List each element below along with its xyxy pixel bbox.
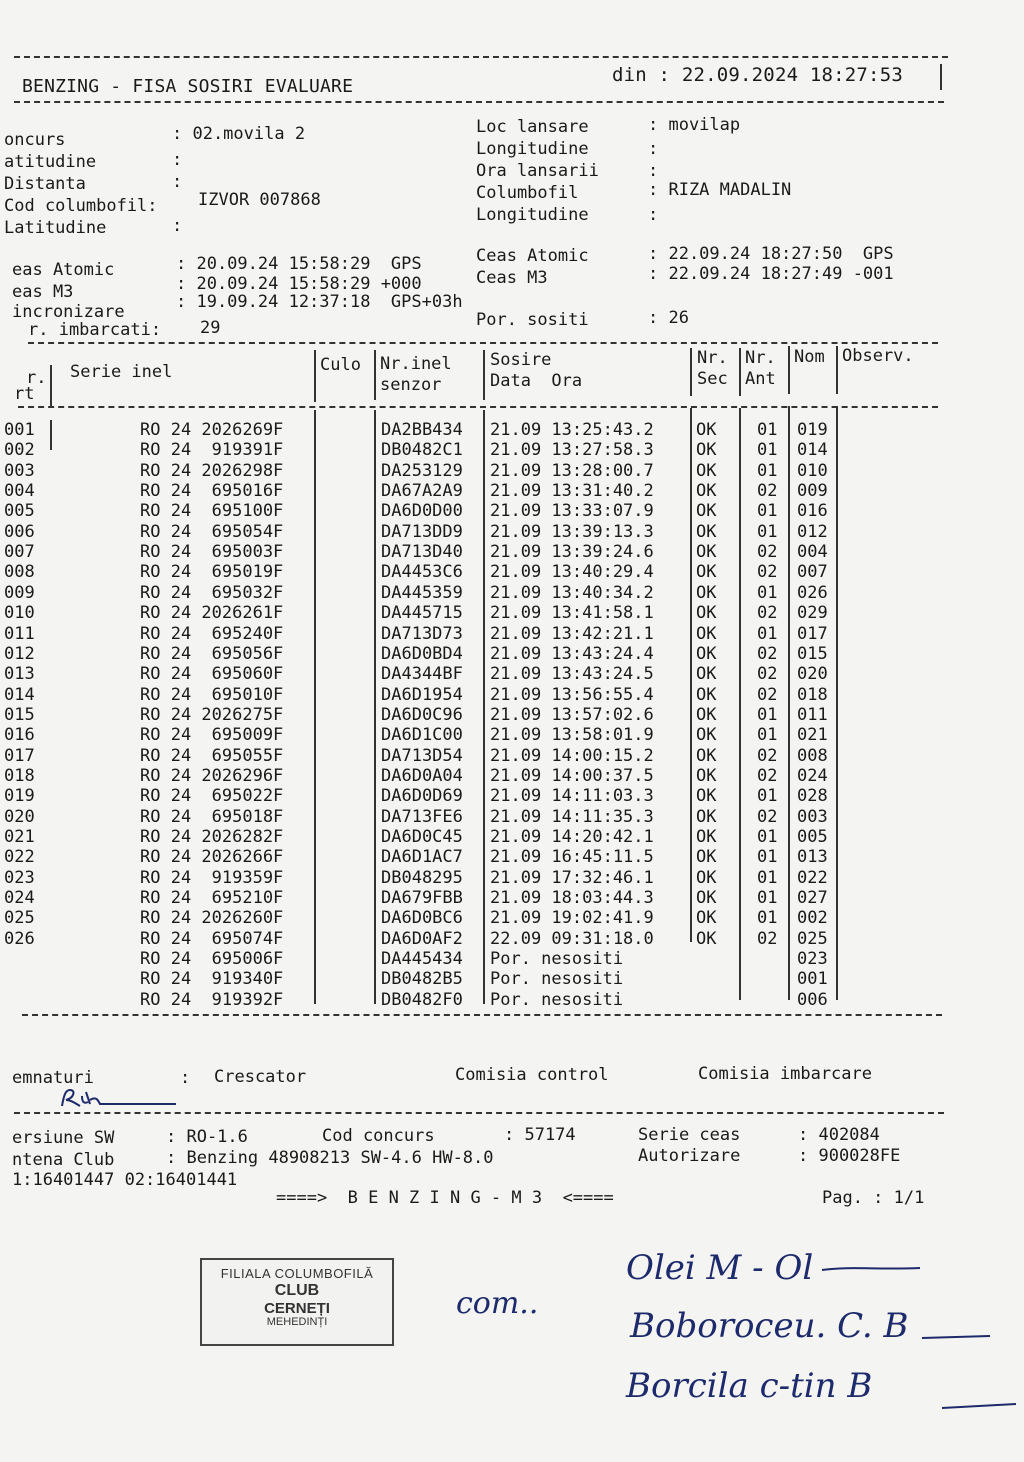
nominal-number: 001 [797, 969, 828, 989]
stamp-line1: FILIALA COLUMBOFILĂ [220, 1266, 374, 1281]
sensor-id: DA4344BF [381, 664, 463, 684]
arrival-time: 21.09 13:39:13.3 [490, 522, 654, 542]
sec-status: OK [696, 420, 717, 440]
sec-status: OK [696, 929, 717, 949]
row-number: 012 [4, 644, 35, 664]
sec-status: OK [696, 868, 717, 888]
crescator-signature [56, 1086, 186, 1110]
ceas-m3-sosire-label: Ceas M3 [476, 268, 548, 288]
report-date: din : 22.09.2024 18:27:53 [612, 64, 903, 86]
table-header-divider [18, 406, 938, 408]
row-number: 017 [4, 746, 35, 766]
sec-status: OK [696, 501, 717, 521]
nominal-number: 029 [797, 603, 828, 623]
latitudine-label: atitudine [4, 152, 97, 172]
autorizare-label: Autorizare [638, 1146, 741, 1166]
sec-status: OK [696, 847, 717, 867]
ceas-atomic-value: : 20.09.24 15:58:29 GPS [176, 254, 422, 274]
nominal-number: 028 [797, 786, 828, 806]
nominal-number: 027 [797, 888, 828, 908]
sec-status: OK [696, 644, 717, 664]
top-divider [14, 56, 948, 58]
body-sep [314, 410, 316, 1004]
concurs-label: oncurs [4, 130, 66, 150]
longitudine-label: Longitudine [476, 139, 589, 159]
sensor-id: DA445434 [381, 949, 463, 969]
arrival-time: 21.09 16:45:11.5 [490, 847, 654, 867]
nominal-number: 008 [797, 746, 828, 766]
ring-series: RO 24 2026298F [140, 461, 284, 481]
ring-series: RO 24 2026266F [140, 847, 284, 867]
imbarcati-label: r. imbarcati: [28, 320, 162, 340]
nominal-number: 003 [797, 807, 828, 827]
antenna-number: 01 [757, 725, 778, 745]
header-sep [483, 350, 485, 400]
arrival-time: 21.09 13:27:58.3 [490, 440, 654, 460]
row-number: 005 [4, 501, 35, 521]
sensor-id: DA6D0D69 [381, 786, 463, 806]
antenna-number: 01 [757, 827, 778, 847]
row-number: 002 [4, 440, 35, 460]
row-number: 003 [4, 461, 35, 481]
sec-status: OK [696, 827, 717, 847]
sec-status: OK [696, 766, 717, 786]
columbofil-label: Columbofil [476, 183, 579, 203]
cod-columbofil-label: Cod columbofil: [4, 196, 158, 216]
antenna-number: 01 [757, 440, 778, 460]
handwritten-com: com.. [456, 1286, 539, 1321]
sec-status: OK [696, 522, 717, 542]
header-sep [314, 350, 316, 402]
nominal-number: 011 [797, 705, 828, 725]
ring-series: RO 24 695019F [140, 562, 284, 582]
header-sep [50, 365, 52, 407]
longitudine2-value: : [648, 205, 659, 225]
stamp-line2: CLUB [274, 1282, 320, 1299]
row-number: 018 [4, 766, 35, 786]
arrival-time: 21.09 14:11:35.3 [490, 807, 654, 827]
arrival-time: 21.09 13:42:21.1 [490, 624, 654, 644]
nominal-number: 016 [797, 501, 828, 521]
sec-status: OK [696, 481, 717, 501]
ring-series: RO 24 695074F [140, 929, 284, 949]
nominal-number: 014 [797, 440, 828, 460]
porumbei-sositi-label: Por. sositi [476, 310, 589, 330]
antenna-number: 02 [757, 746, 778, 766]
arrival-time: 21.09 13:43:24.4 [490, 644, 654, 664]
sensor-id: DB0482B5 [381, 969, 463, 989]
body-sep [690, 408, 692, 942]
row-number: 004 [4, 481, 35, 501]
nominal-number: 021 [797, 725, 828, 745]
nominal-number: 026 [797, 583, 828, 603]
arrival-time: 21.09 14:00:37.5 [490, 766, 654, 786]
antenna-number: 02 [757, 603, 778, 623]
serie-ceas-label: Serie ceas [638, 1125, 741, 1145]
ora-lansarii-label: Ora lansarii [476, 161, 599, 181]
antenna-number: 01 [757, 888, 778, 908]
signature-stroke-1 [820, 1260, 940, 1280]
col-nom-header: Nom [794, 347, 825, 367]
arrival-time: 21.09 13:56:55.4 [490, 685, 654, 705]
ring-series: RO 24 919340F [140, 969, 284, 989]
sincronizare-value: : 19.09.24 12:37:18 GPS+03h [176, 292, 463, 312]
latitudine-value: : [172, 150, 183, 170]
nominal-number: 010 [797, 461, 828, 481]
antenna-ids: 1:16401447 02:16401441 [12, 1170, 238, 1190]
row-number: 009 [4, 583, 35, 603]
col-dataora-header: Data Ora [490, 371, 583, 391]
arrival-time: 22.09 09:31:18.0 [490, 929, 654, 949]
ring-series: RO 24 695054F [140, 522, 284, 542]
body-sep [374, 410, 376, 1004]
sensor-id: DA445715 [381, 603, 463, 623]
col-serie-header: Serie inel [70, 362, 173, 382]
row-number: 025 [4, 908, 35, 928]
antenna-number: 02 [757, 664, 778, 684]
page-number: Pag. : 1/1 [822, 1188, 925, 1208]
ring-series: RO 24 695010F [140, 685, 284, 705]
col-culo-header: Culo [320, 355, 361, 375]
sensor-id: DA6D0AF2 [381, 929, 463, 949]
col-sosire-header: Sosire [490, 350, 552, 370]
arrival-time: 21.09 13:28:00.7 [490, 461, 654, 481]
antenna-number: 01 [757, 705, 778, 725]
body-sep [788, 406, 790, 1000]
col-nrinel-header: Nr.inel [380, 354, 452, 374]
row-number: 014 [4, 685, 35, 705]
antenna-number: 01 [757, 786, 778, 806]
sensor-id: DB048295 [381, 868, 463, 888]
nominal-number: 024 [797, 766, 828, 786]
header-bar [940, 64, 942, 90]
header-divider [14, 101, 944, 103]
ring-series: RO 24 2026275F [140, 705, 284, 725]
ceas-atomic-label: eas Atomic [12, 260, 115, 280]
sensor-id: DA713FE6 [381, 807, 463, 827]
sec-status: OK [696, 888, 717, 908]
semnaturi-colon: : [180, 1068, 191, 1088]
columbofil-value: : RIZA MADALIN [648, 180, 792, 200]
sensor-id: DA713D73 [381, 624, 463, 644]
cod-concurs-value: : 57174 [504, 1125, 576, 1145]
sec-status: OK [696, 807, 717, 827]
row-number: 006 [4, 522, 35, 542]
signature-divider [14, 1112, 944, 1114]
autorizare-value: : 900028FE [798, 1146, 901, 1166]
ring-series: RO 24 695100F [140, 501, 284, 521]
body-sep [739, 408, 741, 1000]
sec-status: OK [696, 440, 717, 460]
row-number: 026 [4, 929, 35, 949]
arrival-time: 21.09 13:33:07.9 [490, 501, 654, 521]
ring-series: RO 24 919391F [140, 440, 284, 460]
row-number: 020 [4, 807, 35, 827]
col-crt-header: rt [14, 384, 35, 404]
sensor-id: DA2BB434 [381, 420, 463, 440]
row-number: 016 [4, 725, 35, 745]
cod-concurs-label: Cod concurs [322, 1126, 435, 1146]
nominal-number: 022 [797, 868, 828, 888]
row-number: 024 [4, 888, 35, 908]
handwritten-name-1: Olei M - Ol [626, 1248, 814, 1288]
row-number: 015 [4, 705, 35, 725]
porumbei-sositi-value: : 26 [648, 308, 689, 328]
ring-series: RO 24 695018F [140, 807, 284, 827]
club-stamp [200, 1258, 394, 1346]
ceas-m3-sosire-value: : 22.09.24 18:27:49 -001 [648, 264, 894, 284]
sec-status: OK [696, 603, 717, 623]
sec-status: OK [696, 583, 717, 603]
header-sep [788, 346, 790, 394]
nominal-number: 018 [797, 685, 828, 705]
ring-series: RO 24 695006F [140, 949, 284, 969]
versiune-sw-label: ersiune SW [12, 1128, 115, 1148]
antenna-number: 01 [757, 501, 778, 521]
antenna-number: 02 [757, 685, 778, 705]
ceas-m3-label: eas M3 [12, 282, 74, 302]
ceas-atomic-sosire-label: Ceas Atomic [476, 246, 589, 266]
signature-stroke-3 [940, 1396, 1020, 1416]
arrival-time: 21.09 17:32:46.1 [490, 868, 654, 888]
arrival-time: 21.09 13:58:01.9 [490, 725, 654, 745]
semnaturi-label: emnaturi [12, 1068, 94, 1088]
row-number: 001 [4, 420, 35, 440]
sensor-id: DA6D0C96 [381, 705, 463, 725]
nominal-number: 005 [797, 827, 828, 847]
sensor-id: DA713D54 [381, 746, 463, 766]
arrival-time: 21.09 13:31:40.2 [490, 481, 654, 501]
loc-lansare-label: Loc lansare [476, 117, 589, 137]
header-sep [690, 348, 692, 396]
handwritten-name-3: Borcila c-tin B [626, 1366, 873, 1406]
arrival-time: 21.09 14:00:15.2 [490, 746, 654, 766]
antenna-number: 01 [757, 624, 778, 644]
ring-series: RO 24 919359F [140, 868, 284, 888]
arrival-time: 21.09 13:43:24.5 [490, 664, 654, 684]
antenna-number: 01 [757, 420, 778, 440]
loc-lansare-value: : movilap [648, 115, 741, 135]
ring-series: RO 24 695032F [140, 583, 284, 603]
serie-ceas-value: : 402084 [798, 1125, 880, 1145]
ring-series: RO 24 2026296F [140, 766, 284, 786]
nominal-number: 002 [797, 908, 828, 928]
col-sec-nr-header: Nr. [697, 348, 728, 368]
ring-series: RO 24 2026282F [140, 827, 284, 847]
row-number: 023 [4, 868, 35, 888]
antenna-number: 01 [757, 522, 778, 542]
latitudine2-label: Latitudine [4, 218, 107, 238]
antenna-number: 02 [757, 766, 778, 786]
arrival-time: 21.09 18:03:44.3 [490, 888, 654, 908]
sensor-id: DA6D1954 [381, 685, 463, 705]
sensor-id: DA6D0A04 [381, 766, 463, 786]
antenna-number: 01 [757, 847, 778, 867]
ring-series: RO 24 695056F [140, 644, 284, 664]
col-sec-header: Sec [697, 369, 728, 389]
row-number: 019 [4, 786, 35, 806]
sec-status: OK [696, 725, 717, 745]
nominal-number: 006 [797, 990, 828, 1010]
ring-series: RO 24 695060F [140, 664, 284, 684]
antenna-number: 01 [757, 461, 778, 481]
arrival-time: Por. nesositi [490, 990, 624, 1010]
ora-lansarii-value: : [648, 161, 659, 181]
nominal-number: 013 [797, 847, 828, 867]
handwritten-name-2: Boboroceu. C. B [630, 1306, 909, 1346]
distanta-label: Distanta [4, 174, 86, 194]
antena-club-label: ntena Club [12, 1150, 115, 1170]
arrival-time: 21.09 13:57:02.6 [490, 705, 654, 725]
sensor-id: DA6D0BD4 [381, 644, 463, 664]
table-bottom-divider [22, 1014, 942, 1016]
sec-status: OK [696, 562, 717, 582]
sec-status: OK [696, 664, 717, 684]
row-number: 010 [4, 603, 35, 623]
nominal-number: 020 [797, 664, 828, 684]
row-number: 011 [4, 624, 35, 644]
arrival-time: Por. nesositi [490, 949, 624, 969]
sensor-id: DA4453C6 [381, 562, 463, 582]
nominal-number: 023 [797, 949, 828, 969]
sec-status: OK [696, 786, 717, 806]
antenna-number: 01 [757, 583, 778, 603]
row-number: 007 [4, 542, 35, 562]
nominal-number: 009 [797, 481, 828, 501]
crescator-label: Crescator [214, 1067, 307, 1087]
sensor-id: DA679FBB [381, 888, 463, 908]
nominal-number: 007 [797, 562, 828, 582]
col-ant-nr-header: Nr. [745, 348, 776, 368]
ring-series: RO 24 695210F [140, 888, 284, 908]
sec-status: OK [696, 542, 717, 562]
sec-status: OK [696, 705, 717, 725]
antenna-number: 02 [757, 644, 778, 664]
ring-series: RO 24 695009F [140, 725, 284, 745]
col-senzor-header: senzor [380, 375, 442, 395]
ring-series: RO 24 919392F [140, 990, 284, 1010]
arrival-time: 21.09 13:25:43.2 [490, 420, 654, 440]
ring-series: RO 24 2026260F [140, 908, 284, 928]
clock-divider [28, 342, 938, 344]
concurs-value: : 02.movila 2 [172, 124, 306, 144]
nominal-number: 025 [797, 929, 828, 949]
antenna-number: 02 [757, 562, 778, 582]
row-number: 022 [4, 847, 35, 867]
longitudine-value: : [648, 139, 659, 159]
body-sep [50, 420, 52, 450]
sec-status: OK [696, 908, 717, 928]
imbarcati-value: 29 [200, 318, 221, 338]
sensor-id: DA6D1AC7 [381, 847, 463, 867]
ring-series: RO 24 695016F [140, 481, 284, 501]
body-sep [836, 406, 838, 1000]
sensor-id: DA6D0BC6 [381, 908, 463, 928]
arrival-time: 21.09 13:39:24.6 [490, 542, 654, 562]
arrival-time: 21.09 13:40:29.4 [490, 562, 654, 582]
sensor-id: DA6D1C00 [381, 725, 463, 745]
signature-stroke-2 [920, 1328, 1000, 1348]
arrival-time: 21.09 14:20:42.1 [490, 827, 654, 847]
benzing-brand: ====> B E N Z I N G - M 3 <==== [276, 1188, 614, 1208]
ring-series: RO 24 695240F [140, 624, 284, 644]
antenna-number: 01 [757, 908, 778, 928]
versiune-sw-value: : RO-1.6 [166, 1127, 248, 1147]
row-number: 013 [4, 664, 35, 684]
ring-series: RO 24 695022F [140, 786, 284, 806]
antenna-number: 01 [757, 868, 778, 888]
sec-status: OK [696, 746, 717, 766]
document-title: BENZING - FISA SOSIRI EVALUARE [22, 76, 354, 97]
sensor-id: DA445359 [381, 583, 463, 603]
header-sep [739, 348, 741, 396]
row-number: 021 [4, 827, 35, 847]
arrival-time: 21.09 13:41:58.1 [490, 603, 654, 623]
nominal-number: 019 [797, 420, 828, 440]
sensor-id: DA253129 [381, 461, 463, 481]
stamp-line3: CERNEȚI [264, 1300, 330, 1317]
sensor-id: DA6D0D00 [381, 501, 463, 521]
antenna-number: 02 [757, 929, 778, 949]
sensor-id: DA713D40 [381, 542, 463, 562]
row-number: 008 [4, 562, 35, 582]
sec-status: OK [696, 461, 717, 481]
antena-club-value: : Benzing 48908213 SW-4.6 HW-8.0 [166, 1148, 494, 1168]
col-observ-header: Observ. [842, 346, 914, 366]
sensor-id: DB0482C1 [381, 440, 463, 460]
antenna-number: 02 [757, 542, 778, 562]
sensor-id: DB0482F0 [381, 990, 463, 1010]
nominal-number: 015 [797, 644, 828, 664]
ring-series: RO 24 2026269F [140, 420, 284, 440]
comisia-imbarcare-label: Comisia imbarcare [698, 1064, 872, 1084]
antenna-number: 02 [757, 481, 778, 501]
sensor-id: DA713DD9 [381, 522, 463, 542]
arrival-time: Por. nesositi [490, 969, 624, 989]
sincronizare-label: incronizare [12, 302, 125, 322]
col-ant-header: Ant [745, 369, 776, 389]
latitudine2-value: : [172, 216, 183, 236]
comisia-control-label: Comisia control [455, 1065, 609, 1085]
ceas-m3-value: : 20.09.24 15:58:29 +000 [176, 274, 422, 294]
arrival-time: 21.09 14:11:03.3 [490, 786, 654, 806]
col-nr-header: r. [26, 368, 47, 388]
stamp-line4: MEHEDINȚI [266, 1316, 328, 1328]
sensor-id: DA67A2A9 [381, 481, 463, 501]
header-sep [374, 350, 376, 400]
ring-series: RO 24 695003F [140, 542, 284, 562]
body-sep [483, 410, 485, 1004]
cod-columbofil-value: IZVOR 007868 [198, 190, 321, 210]
header-sep [836, 346, 838, 394]
arrival-time: 21.09 13:40:34.2 [490, 583, 654, 603]
nominal-number: 017 [797, 624, 828, 644]
distanta-value: : [172, 172, 183, 192]
ring-series: RO 24 2026261F [140, 603, 284, 623]
nominal-number: 012 [797, 522, 828, 542]
ring-series: RO 24 695055F [140, 746, 284, 766]
sec-status: OK [696, 624, 717, 644]
arrival-time: 21.09 19:02:41.9 [490, 908, 654, 928]
sensor-id: DA6D0C45 [381, 827, 463, 847]
nominal-number: 004 [797, 542, 828, 562]
sec-status: OK [696, 685, 717, 705]
longitudine2-label: Longitudine [476, 205, 589, 225]
antenna-number: 02 [757, 807, 778, 827]
ceas-atomic-sosire-value: : 22.09.24 18:27:50 GPS [648, 244, 894, 264]
